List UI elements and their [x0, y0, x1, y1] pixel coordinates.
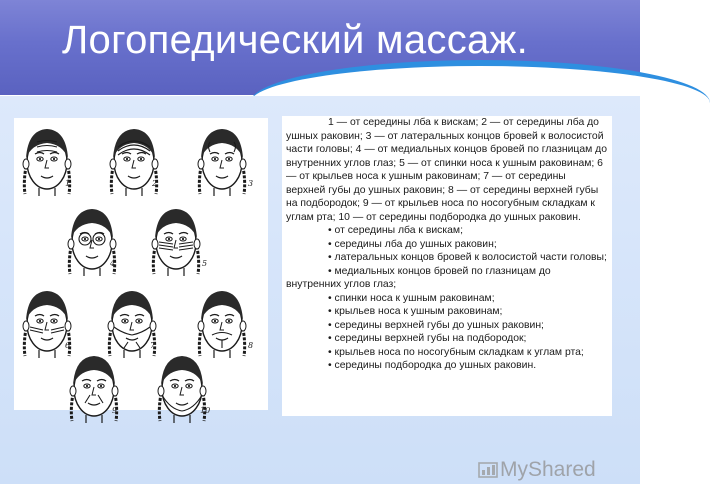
face-8 [198, 291, 253, 358]
list-item: • середины верхней губы до ушных раковин; [328, 319, 544, 331]
face-number: 8 [248, 341, 254, 350]
list-item: • спинки носа к ушным раковинам; [328, 292, 495, 304]
face-number: 4 [110, 259, 116, 268]
description-panel [282, 116, 612, 416]
face-7 [108, 291, 156, 358]
title-bar [0, 0, 640, 95]
face-number: 5 [202, 259, 208, 268]
list-item: • медиальных концов бровей по глазницам до внутренних углов глаз; [286, 265, 551, 290]
face-number: 7 [150, 341, 156, 350]
face-number: 9 [112, 406, 118, 415]
face-number: 10 [200, 406, 211, 415]
massage-description: 1 — от середины лба к вискам; 2 — от середины лба до ушных раковин; 3 — от латеральных концов бровей к волосистой части головы; 4 — от медиальных концов бровей по глазницам до внутренних углов глаз; 5 — от спинки носа к ушным раковинам; 6 — от крыльев носа к ушным раковинам; 7 — от середины верхней губы до ушных раковин; 8 — от середины верхней губы на подбородок; 9 — от крыльев носа по носогубным складкам к углам рта; 10 — от середины подбородка до ушных раковин. [286, 117, 607, 223]
massage-faces-figure [14, 118, 268, 415]
face-5 [152, 209, 207, 276]
list-item: • от середины лба к вискам; [328, 225, 463, 236]
face-2 [110, 129, 158, 196]
face-number: 6 [65, 341, 71, 350]
massage-direction-list [286, 224, 608, 373]
face-number: 1 [65, 179, 71, 188]
watermark: MyShared [500, 458, 596, 481]
face-6 [23, 291, 71, 358]
face-number: 3 [248, 179, 254, 188]
list-item: • крыльев носа по носогубным складкам к углам рта; [328, 346, 584, 358]
face-number: 2 [152, 179, 158, 188]
list-item: • середины верхней губы на подбородок; [328, 333, 527, 344]
list-item: • середины лба до ушных раковин; [328, 238, 497, 250]
face-3 [198, 129, 253, 196]
list-item: • латеральных концов бровей к волосистой части головы; [328, 252, 607, 263]
faces-illustration [14, 118, 268, 415]
face-4 [68, 209, 116, 276]
chart-icon [478, 461, 498, 481]
list-item: • середины подбородка до ушных раковин. [328, 360, 537, 371]
slide-title: Логопедический массаж. [62, 18, 529, 62]
face-1 [23, 129, 71, 196]
list-item: • крыльев носа к ушным раковинам; [328, 306, 503, 317]
